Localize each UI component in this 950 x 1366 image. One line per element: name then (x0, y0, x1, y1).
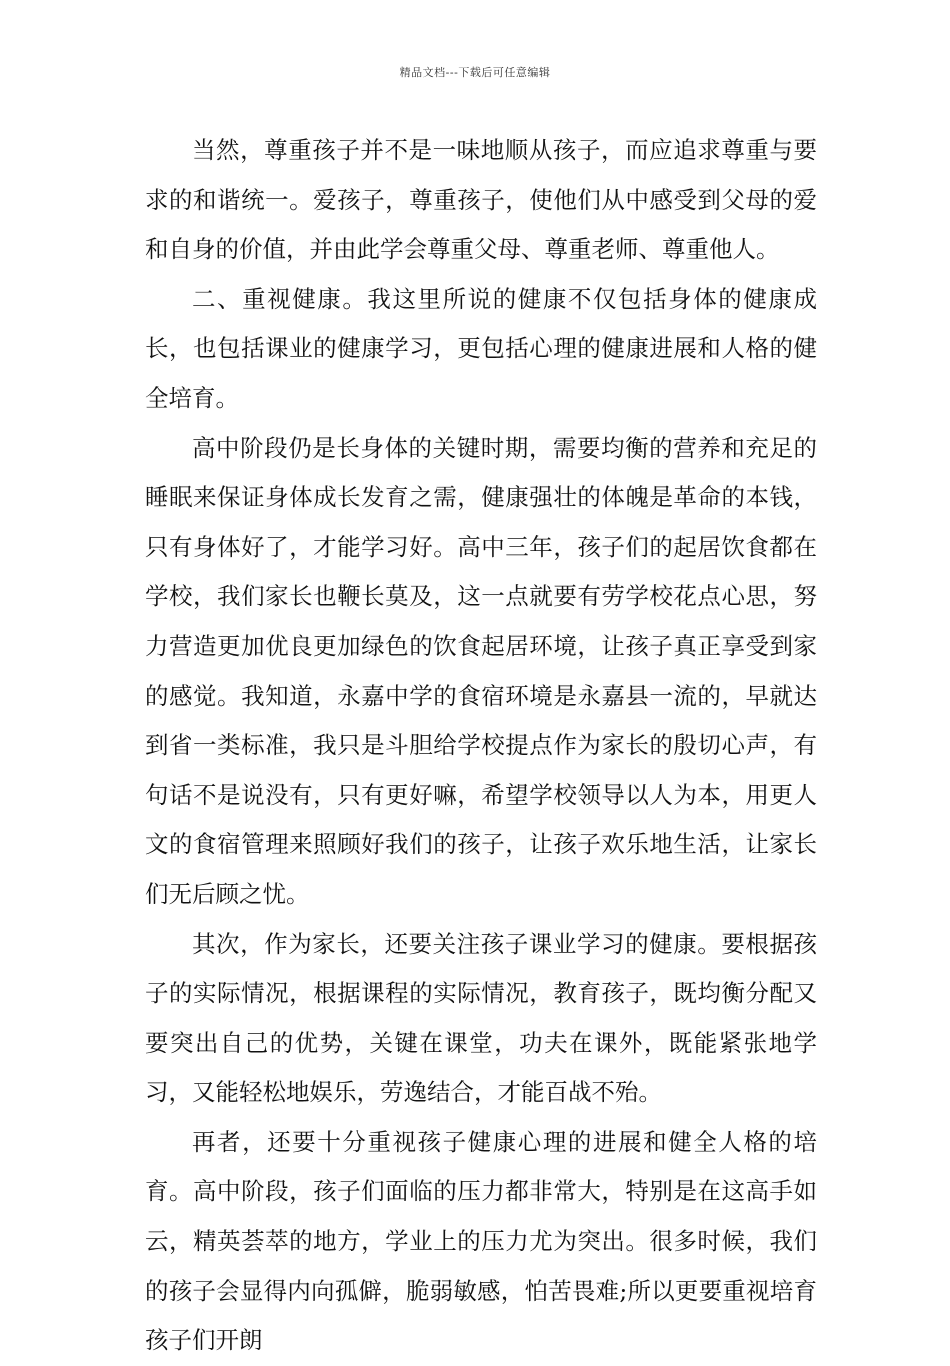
page-header: 精品文档---下载后可任意编辑 (399, 66, 551, 79)
paragraph-3: 高中阶段仍是长身体的关键时期，需要均衡的营养和充足的睡眠来保证身体成长发育之需，健康强壮的体魄是革命的本钱，只有身体好了，才能学习好。高中三年，孩子们的起居饮食都在学校，我们家长也鞭长莫及，这一点就要有劳学校花点心思，努力营造更加优良更加绿色的饮食起居环境，让孩子真正享受到家的感觉。我知道，永嘉中学的食宿环境是永嘉县一流的，早就达到省一类标准，我只是斗胆给学校提点作为家长的殷切心声，有句话不是说没有，只有更好嘛，希望学校领导以人为本，用更人文的食宿管理来照顾好我们的孩子，让孩子欢乐地生活，让家长们无后顾之忧。 (145, 433, 817, 908)
paragraph-1: 当然，尊重孩子并不是一味地顺从孩子，而应追求尊重与要求的和谐统一。爱孩子，尊重孩子，使他们从中感受到父母的爱和自身的价值，并由此学会尊重父母、尊重老师、尊重他人。 (145, 136, 817, 264)
paragraph-5: 再者，还要十分重视孩子健康心理的进展和健全人格的培育。高中阶段，孩子们面临的压力都非常大，特别是在这高手如云，精英荟萃的地方，学业上的压力尤为突出。很多时候，我们的孩子会显得内向孤僻，脆弱敏感，怕苦畏难;所以更要重视培育孩子们开朗 (145, 1127, 817, 1355)
document-body (145, 126, 817, 1366)
paragraph-4: 其次，作为家长，还要关注孩子课业学习的健康。要根据孩子的实际情况，根据课程的实际情况，教育孩子，既均衡分配又要突出自己的优势，关键在课堂，功夫在课外，既能紧张地学习，又能轻松地娱乐，劳逸结合，才能百战不殆。 (145, 929, 817, 1107)
paragraph-2: 二、重视健康。我这里所说的健康不仅包括身体的健康成长，也包括课业的健康学习，更包括心理的健康进展和人格的健全培育。 (145, 284, 817, 412)
